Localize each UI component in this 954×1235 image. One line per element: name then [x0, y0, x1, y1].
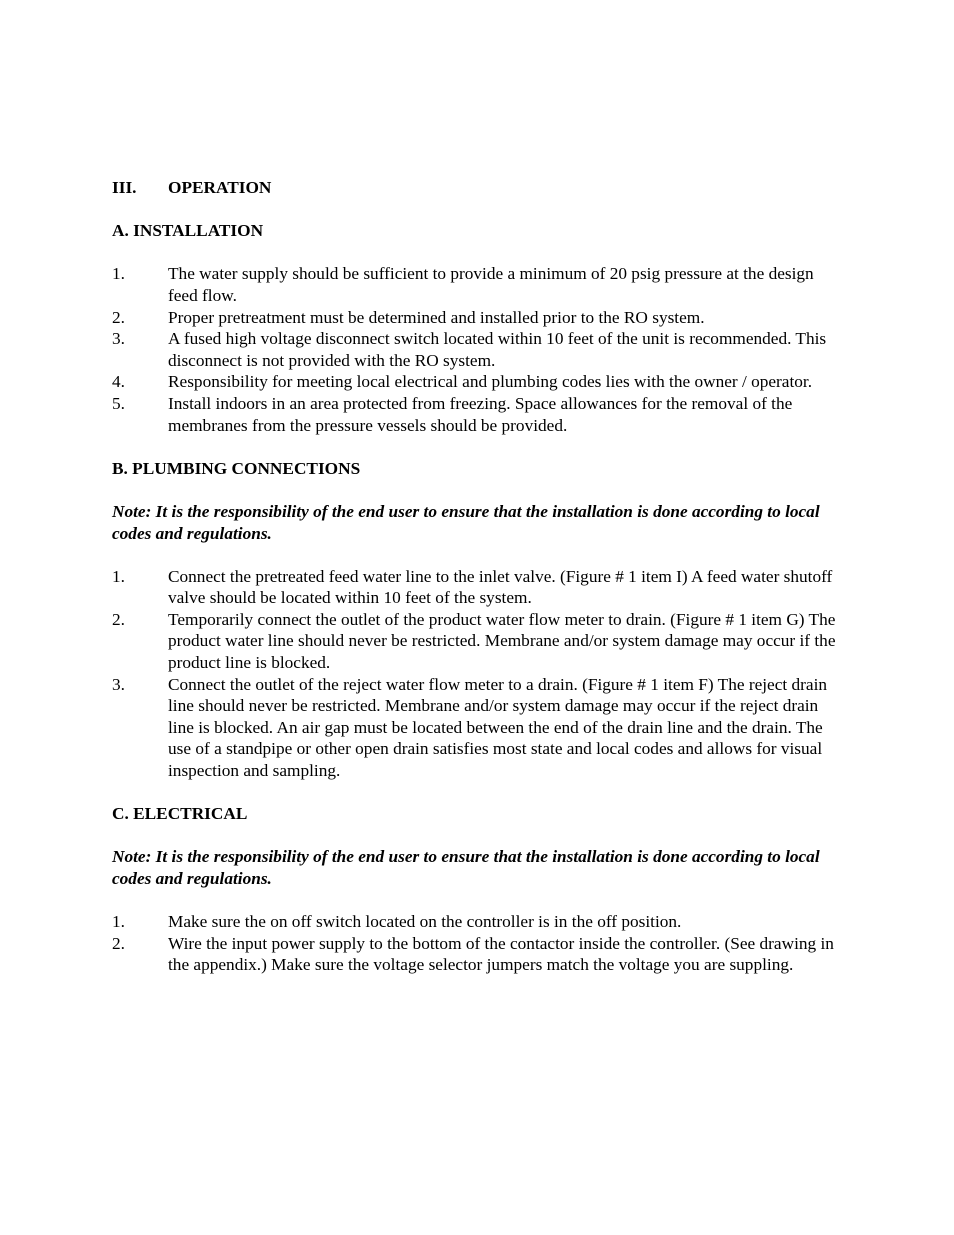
list-item	[112, 911, 842, 933]
list-item-text: Make sure the on off switch located on the controller is in the off position.	[168, 912, 682, 932]
chapter-heading	[112, 177, 842, 199]
list-item-text: Proper pretreatment must be determined and installed prior to the RO system.	[168, 307, 705, 327]
list-item	[112, 674, 842, 782]
list-item-text: Connect the pretreated feed water line to the inlet valve. (Figure # 1 item I) A feed water shutoff valve should be located within 10 feet of the system.	[168, 566, 833, 608]
list-item-number: 2.	[112, 609, 125, 629]
list-item	[112, 371, 842, 393]
plumbing-list	[112, 566, 842, 782]
plumbing-note: Note: It is the responsibility of the end user to ensure that the installation is done according to local codes and regulations.	[112, 501, 820, 543]
list-item-text: Install indoors in an area protected from freezing. Space allowances for the removal of the membranes from the pressure vessels should be provided.	[168, 393, 793, 435]
list-item-number: 4.	[112, 372, 125, 392]
list-item	[112, 263, 842, 306]
electrical-list	[112, 911, 842, 976]
installation-list	[112, 263, 842, 436]
plumbing-heading: B. PLUMBING CONNECTIONS	[112, 458, 361, 478]
list-item-text: A fused high voltage disconnect switch located within 10 feet of the unit is recommended. This disconnect is not provided with the RO system.	[168, 329, 827, 370]
list-item-number: 2.	[112, 307, 125, 327]
electrical-heading: C. ELECTRICAL	[112, 804, 248, 824]
installation-heading: A. INSTALLATION	[112, 221, 264, 241]
list-item	[112, 933, 842, 976]
electrical-note: Note: It is the responsibility of the end user to ensure that the installation is done according to local codes and regulations.	[112, 847, 820, 888]
list-item-text: Connect the outlet of the reject water flow meter to a drain. (Figure # 1 item F) The reject drain line should never be restricted. Membrane and/or system damage may occur if the reject drain line is blocked. An air gap must be located between the end of the drain line and the drain. The use of a standpipe or other open drain satisfies most state and local codes and allows for visual inspection and sampling.	[168, 674, 828, 781]
list-item	[112, 393, 842, 436]
chapter-number: III.	[112, 178, 137, 197]
page-content	[112, 177, 842, 976]
list-item-number: 2.	[112, 933, 125, 953]
list-item-number: 1.	[112, 912, 125, 932]
list-item	[112, 566, 842, 609]
list-item-number: 1.	[112, 566, 125, 586]
list-item-number: 5.	[112, 393, 125, 413]
list-item-number: 1.	[112, 264, 125, 284]
list-item-number: 3.	[112, 329, 125, 349]
list-item-text: Wire the input power supply to the bottom of the contactor inside the controller. (See drawing in the appendix.) Make sure the voltage selector jumpers match the voltage you are suppling.	[168, 933, 834, 975]
list-item-number: 3.	[112, 674, 125, 694]
chapter-title: OPERATION	[168, 178, 272, 197]
list-item	[112, 609, 842, 674]
list-item	[112, 328, 842, 371]
list-item-text: The water supply should be sufficient to provide a minimum of 20 psig pressure at the design feed flow.	[168, 264, 814, 305]
list-item-text: Temporarily connect the outlet of the product water flow meter to drain. (Figure # 1 item G) The product water line should never be restricted. Membrane and/or system damage may occur if the product line is blocked.	[168, 609, 836, 673]
list-item-text: Responsibility for meeting local electrical and plumbing codes lies with the owner / operator.	[168, 372, 813, 392]
list-item	[112, 307, 842, 329]
